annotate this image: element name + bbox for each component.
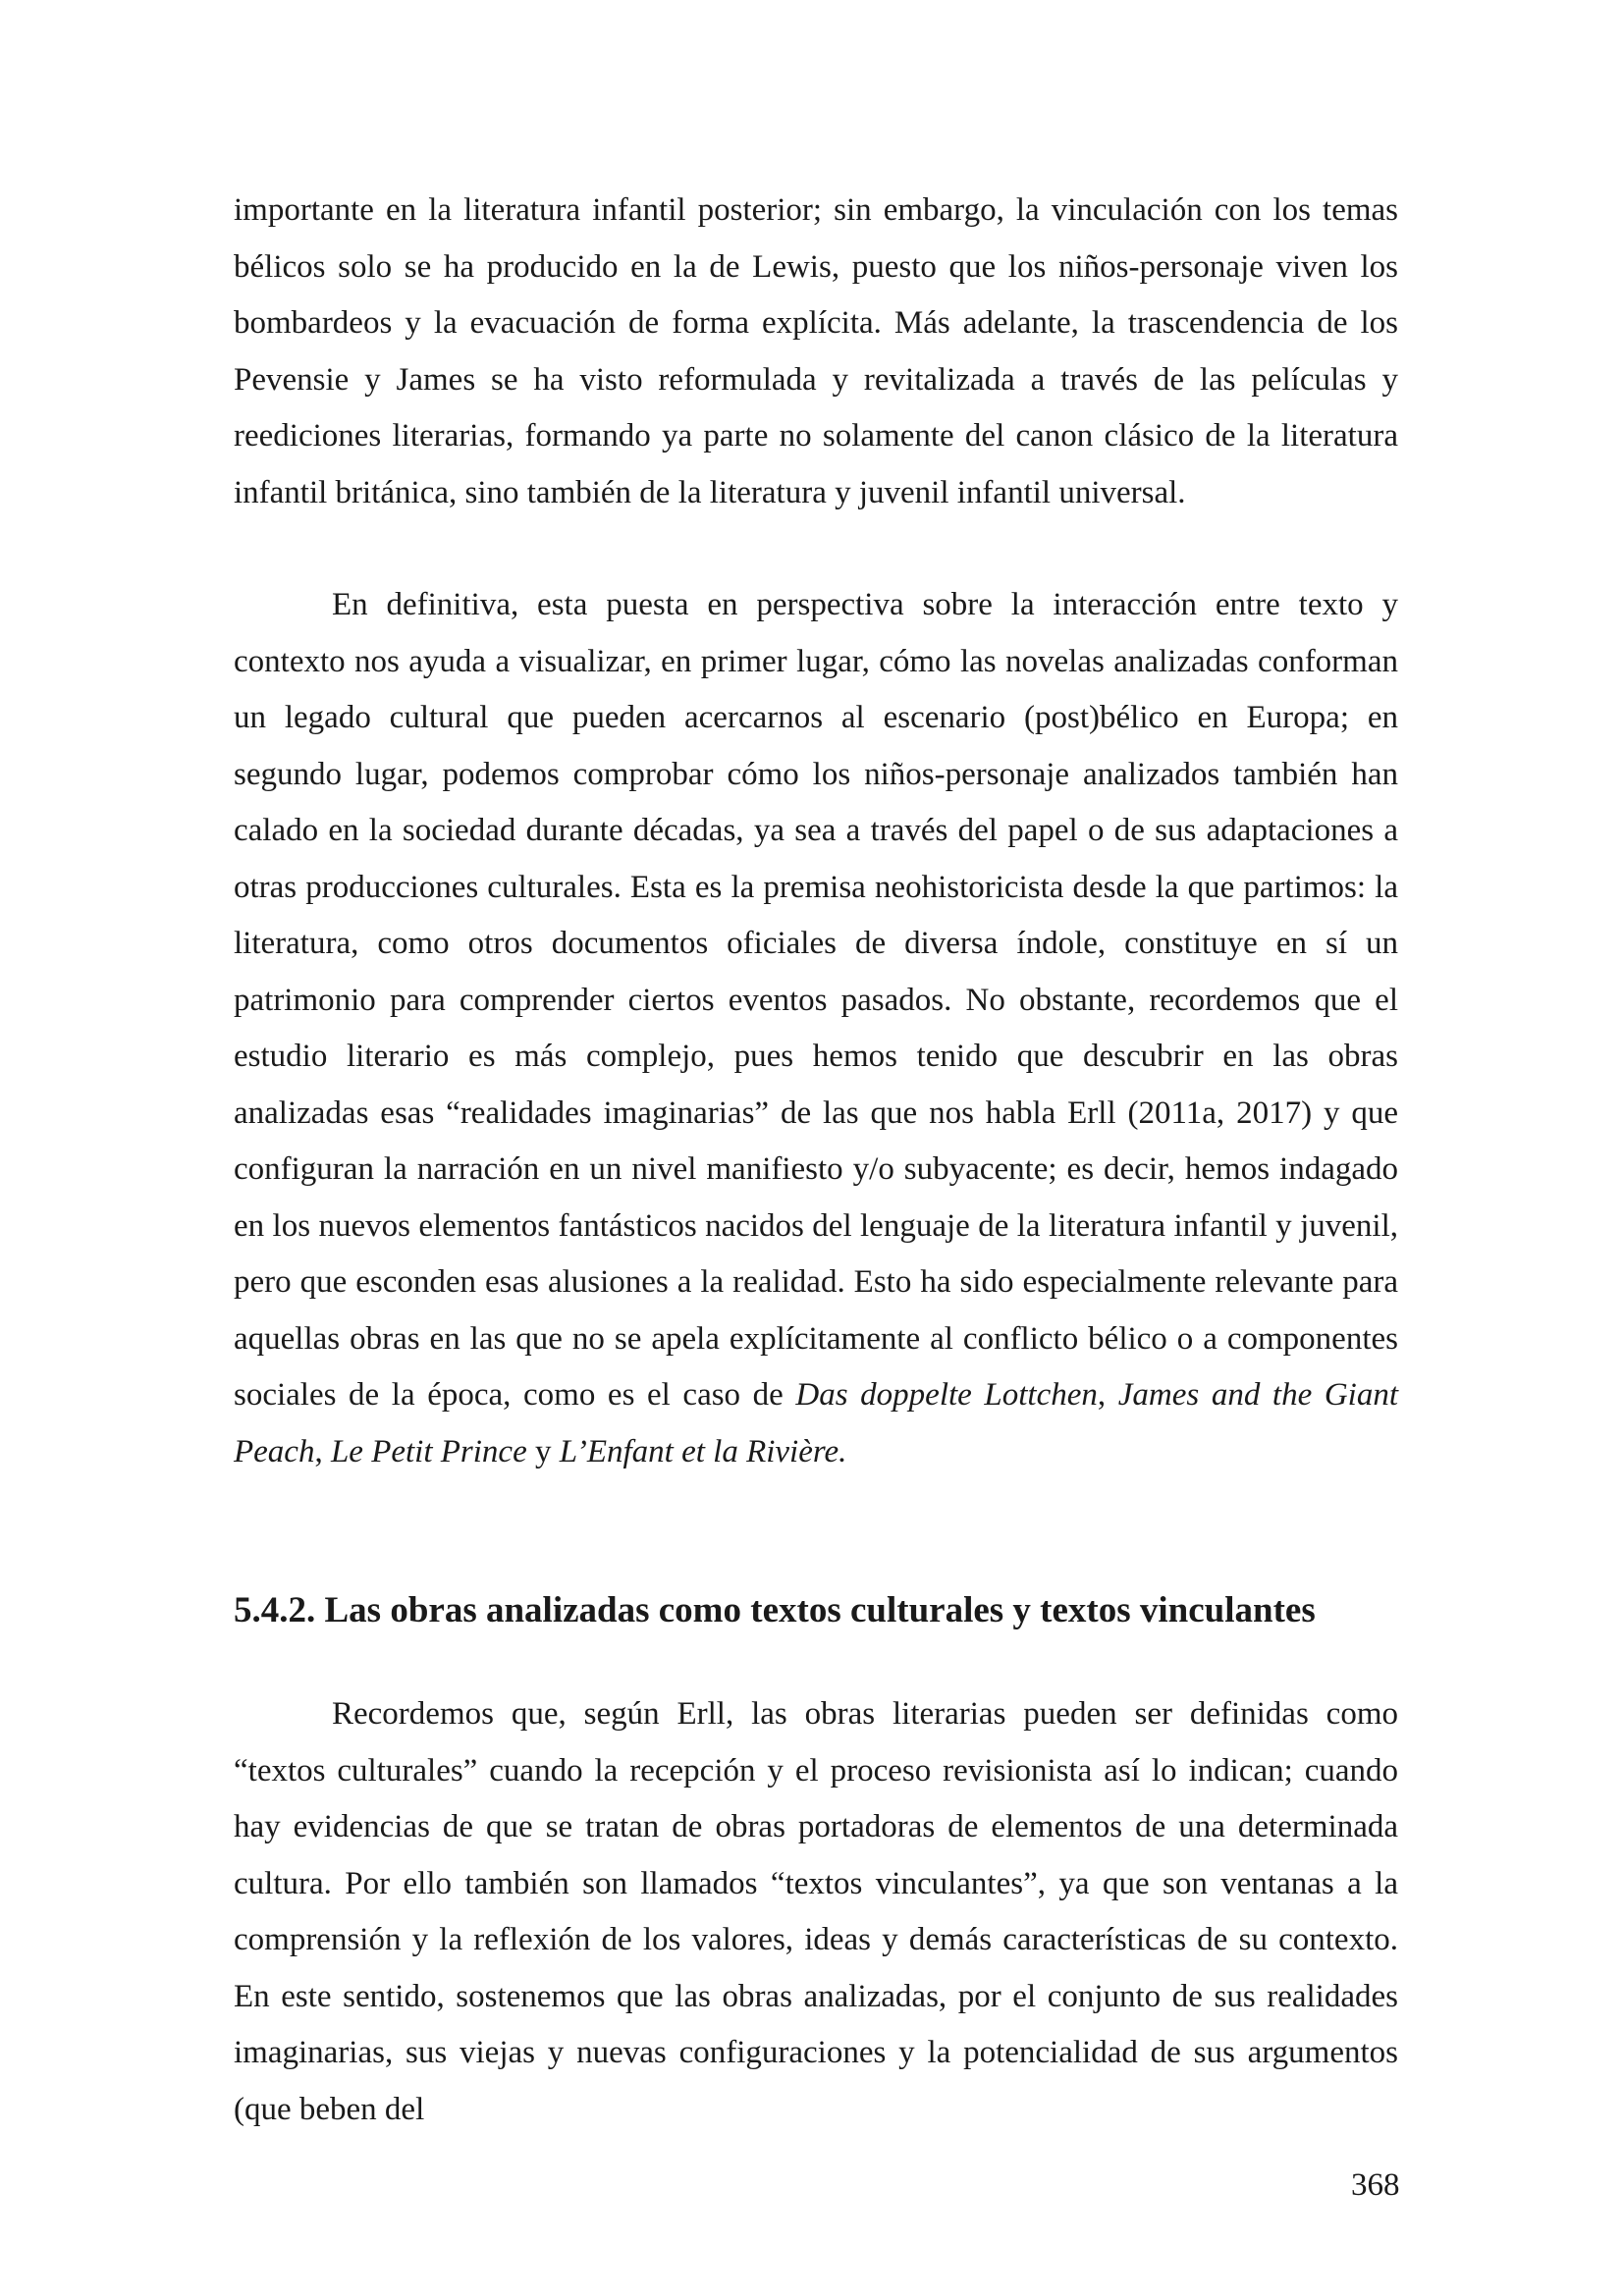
- document-page: [234, 183, 1398, 2138]
- separator: y: [526, 1433, 560, 1469]
- body-paragraph-3: Recordemos que, según Erll, las obras literarias pueden ser definidas como “textos culturales” cuando la recepción y el proceso revisionista así lo indican; cuando hay evidencias de que se tratan de obras portadoras de elementos de una determinada cultura. Por ello también son llamados “textos vinculantes”, ya que son ventanas a la comprensión y la reflexión de los valores, ideas y demás características de su contexto. En este sentido, sostenemos que las obras analizadas, por el conjunto de sus realidades imaginarias, sus viejas y nuevas configuraciones y la potencialidad de sus argumentos (que beben del: [234, 1696, 1398, 2127]
- body-paragraph-2: [234, 577, 1398, 1480]
- book-title-das-doppelte-lottchen: Das doppelte Lottchen: [795, 1377, 1098, 1413]
- book-title-le-petit-prince: Le Petit Prince: [330, 1433, 527, 1469]
- body-paragraph-1: importante en la literatura infantil posterior; sin embargo, la vinculación con los temas bélicos solo se ha producido en la de Lewis, puesto que los niños-personaje viven los bombardeos y la evacuación de forma explícita. Más adelante, la trascendencia de los Pevensie y James se ha visto reformulada y revitalizada a través de las películas y reediciones literarias, formando ya parte no solamente del canon clásico de la literatura infantil británica, sino también de la literatura y juvenil infantil universal.: [234, 192, 1398, 510]
- paragraph-2-text: En definitiva, esta puesta en perspectiva sobre la interacción entre texto y contexto nos ayuda a visualizar, en primer lugar, cómo las novelas analizadas conforman un legado cultural que pueden acercarnos al escenario (post)bélico en Europa; en segundo lugar, podemos comprobar cómo los niños-personaje analizados también han calado en la sociedad durante décadas, ya sea a través del papel o de sus adaptaciones a otras producciones culturales. Esta es la premisa neohistoricista desde la que partimos: la literatura, como otros documentos oficiales de diversa índole, constituye en sí un patrimonio para comprender ciertos eventos pasados. No obstante, recordemos que el estudio literario es más complejo, pues hemos tenido que descubrir en las obras analizadas esas “realidades imaginarias” de las que nos habla Erll (2011a, 2017) y que configuran la narración en un nivel manifiesto y/o subyacente; es decir, hemos indagado en los nuevos elementos fantásticos nacidos del lenguaje de la literatura infantil y juvenil, pero que esconden esas alusiones a la realidad. Esto ha sido especialmente relevante para aquellas obras en las que no se apela explícitamente al conflicto bélico o a componentes sociales de la época, como es el caso de: [234, 587, 1398, 1413]
- separator: ,: [314, 1433, 331, 1469]
- separator: ,: [1097, 1377, 1118, 1413]
- section-heading: 5.4.2. Las obras analizadas como textos culturales y textos vinculantes: [234, 1590, 1316, 1630]
- book-title-enfant-riviere: L’Enfant et la Rivière.: [559, 1433, 847, 1469]
- page-number: 368: [1351, 2167, 1400, 2203]
- book-title-james-giant-peach: James and the Giant Peach: [234, 1377, 1399, 1469]
